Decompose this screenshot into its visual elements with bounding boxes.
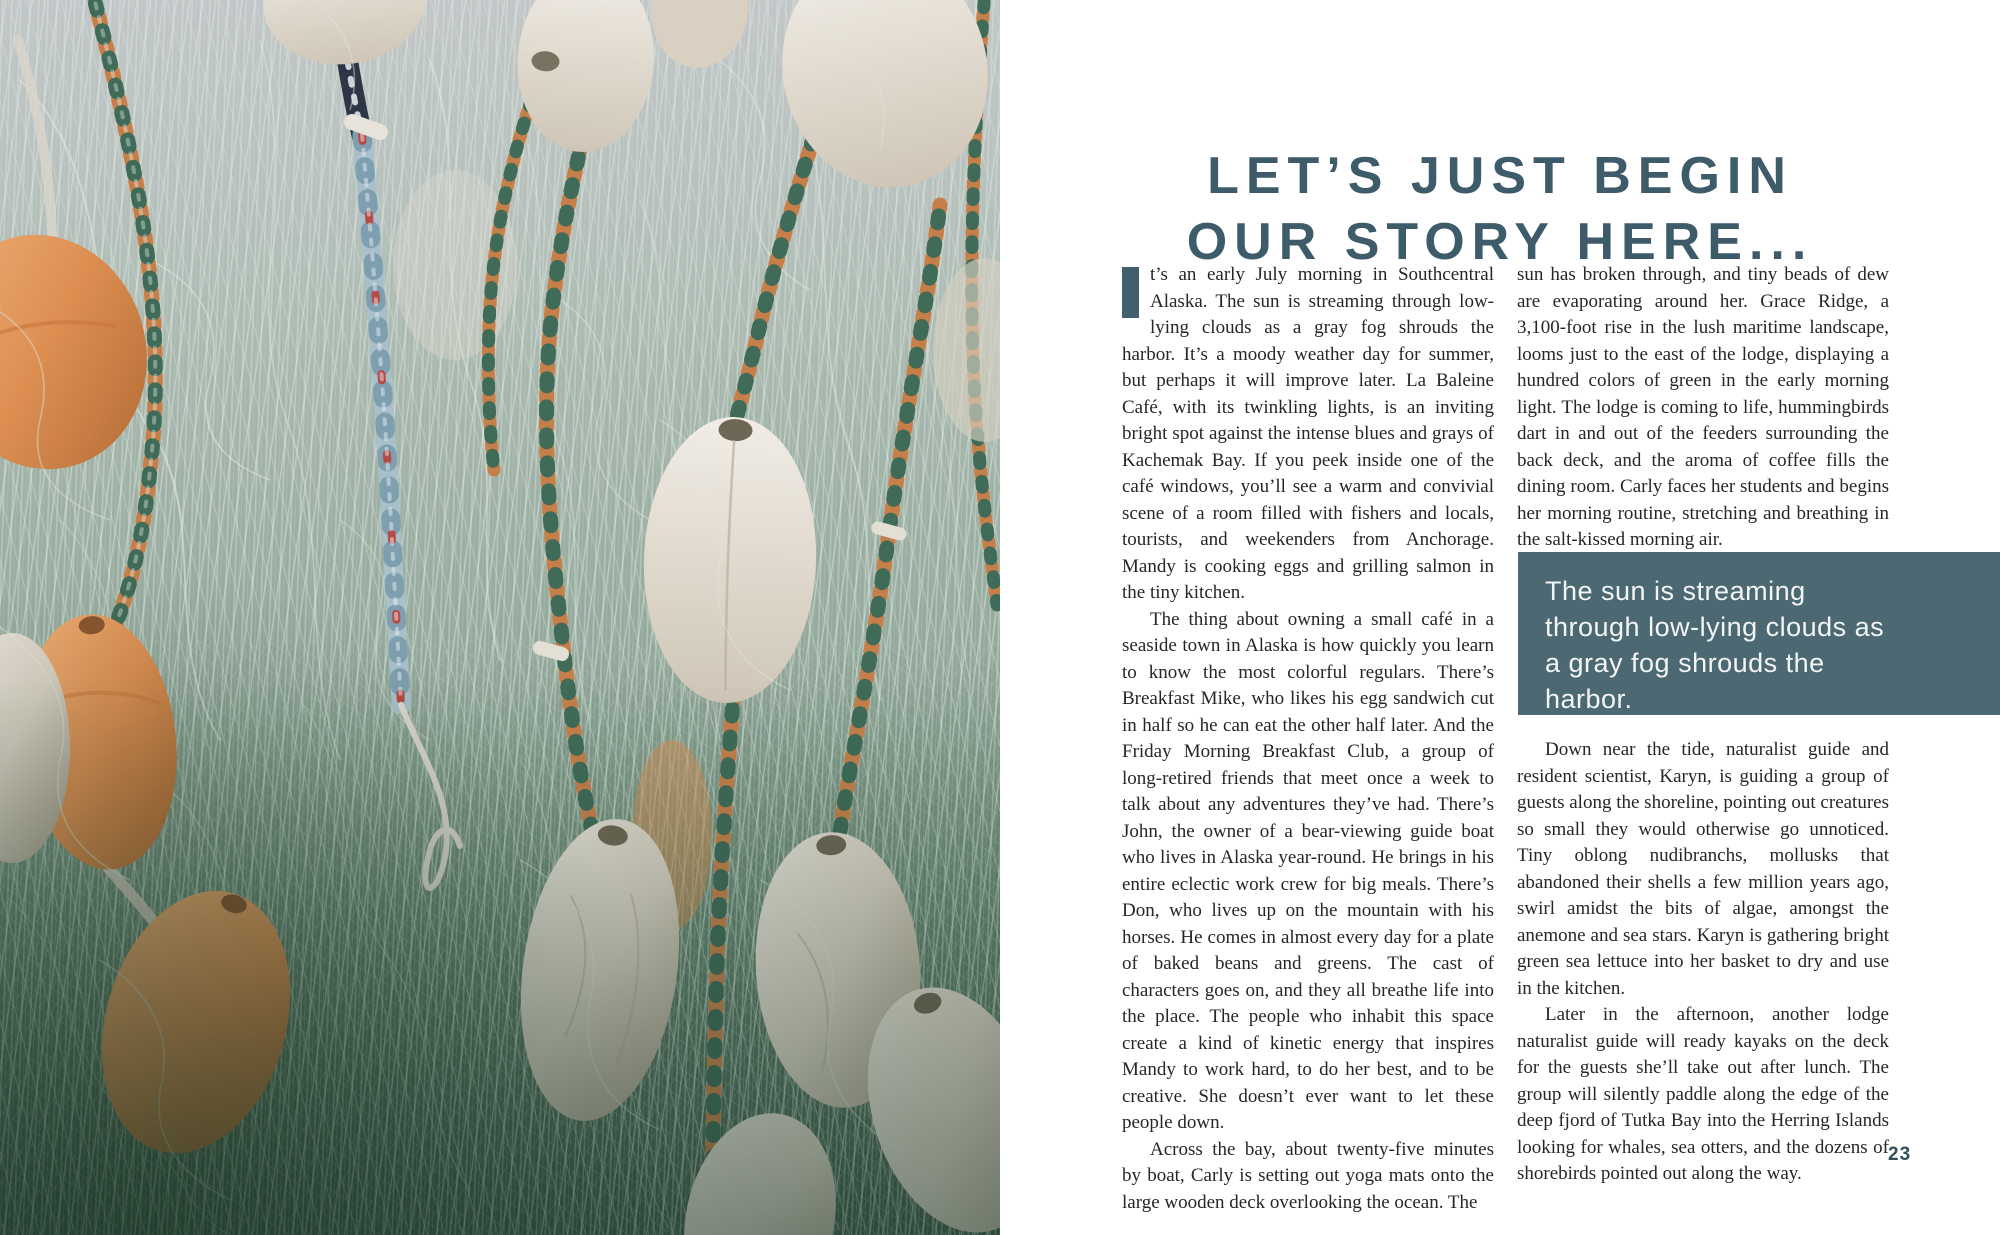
body-column-2-top (1517, 262, 1889, 554)
body-column-1 (1122, 262, 1494, 1216)
chapter-title-line2: OUR STORY HERE... (1186, 212, 1814, 271)
paragraph: The thing about owning a small café in a seaside town in Alaska is how quickly you learn to know the most colorful regulars. There’s Breakfast Mike, who likes his egg sandwich cut in half so he can eat the other half later. And the Friday Morning Breakfast Club, a group of long-retired friends that meet once a week to talk about any adventures they’ve had. There’s John, the owner of a bear-viewing guide boat who lives in Alaska year-round. He brings in his entire eclectic work crew for big meals. There’s Don, who lives up on the mountain with his horses. He comes in almost every day for a plate of baked beans and greens. The cast of characters goes on, and they all breathe life into the place. The people who inhabit this space create a kind of kinetic energy that inspires Mandy to work hard, to do her best, and to be creative. She doesn’t ever want to let these people down. (1122, 608, 1494, 1133)
paragraph: sun has broken through, and tiny beads of dew are evaporating around her. Grace Ridge, a 3,100-foot rise in the lush maritime landscape, looms just to the east of the lodge, displaying a hundred colors of green in the early morning light. The lodge is coming to life, hummingbirds dart in and out of the feeders surrounding the back deck, and the aroma of coffee fills the dining room. Carly faces her students and begins her morning routine, stretching and breathing in the salt-kissed morning air. (1517, 264, 1889, 550)
drop-cap (1122, 267, 1139, 318)
page-number: 23 (1888, 1144, 1912, 1165)
body-column-2-bottom (1517, 737, 1889, 1188)
pull-quote (1518, 552, 2000, 715)
chapter-title (1020, 143, 1980, 275)
paragraph: Down near the tide, naturalist guide and resident scientist, Karyn, is guiding a group of guests along the shoreline, pointing out creatures so small they would otherwise go unnoticed. Tiny oblong nudibranchs, mollusks that abandoned their shells a few million years ago, swirl amidst the bits of algae, amongst the anemone and sea stars. Karyn is gathering bright green sea lettuce into her basket to dry and use in the kitchen. (1517, 739, 1889, 999)
text-page (1000, 0, 2000, 1235)
paragraph: Later in the afternoon, another lodge naturalist guide will ready kayaks on the deck for the guests she’ll take out after lunch. The group will silently paddle along the edge of the deep fjord of Tutka Bay into the Herring Islands looking for whales, sea otters, and the dozens of shorebirds pointed out along the way. (1517, 1004, 1889, 1184)
chapter-title-line1: LET’S JUST BEGIN (1207, 146, 1793, 205)
paragraph-text: t’s an early July morning in Southcentral Alaska. The sun is streaming through low-lying clouds as a gray fog shrouds the harbor. It’s a moody weather day for summer, but perhaps it will improve later. La Baleine Café, with its twinkling lights, is an inviting bright spot against the intense blues and grays of Kachemak Bay. If you peek inside one of the café windows, you’ll see a warm and convivial scene of a room filled with fishers and locals, tourists, and weekenders from Anchorage. Mandy is cooking eggs and grilling salmon in the tiny kitchen. (1122, 264, 1494, 603)
paragraph: Across the bay, about twenty-five minutes by boat, Carly is setting out yoga mats onto the large wooden deck overlooking the ocean. The (1122, 1138, 1494, 1213)
pull-quote-text: The sun is streaming through low-lying clouds as a gray fog shrouds the harbor. (1545, 576, 1885, 714)
paragraph (1122, 262, 1494, 607)
